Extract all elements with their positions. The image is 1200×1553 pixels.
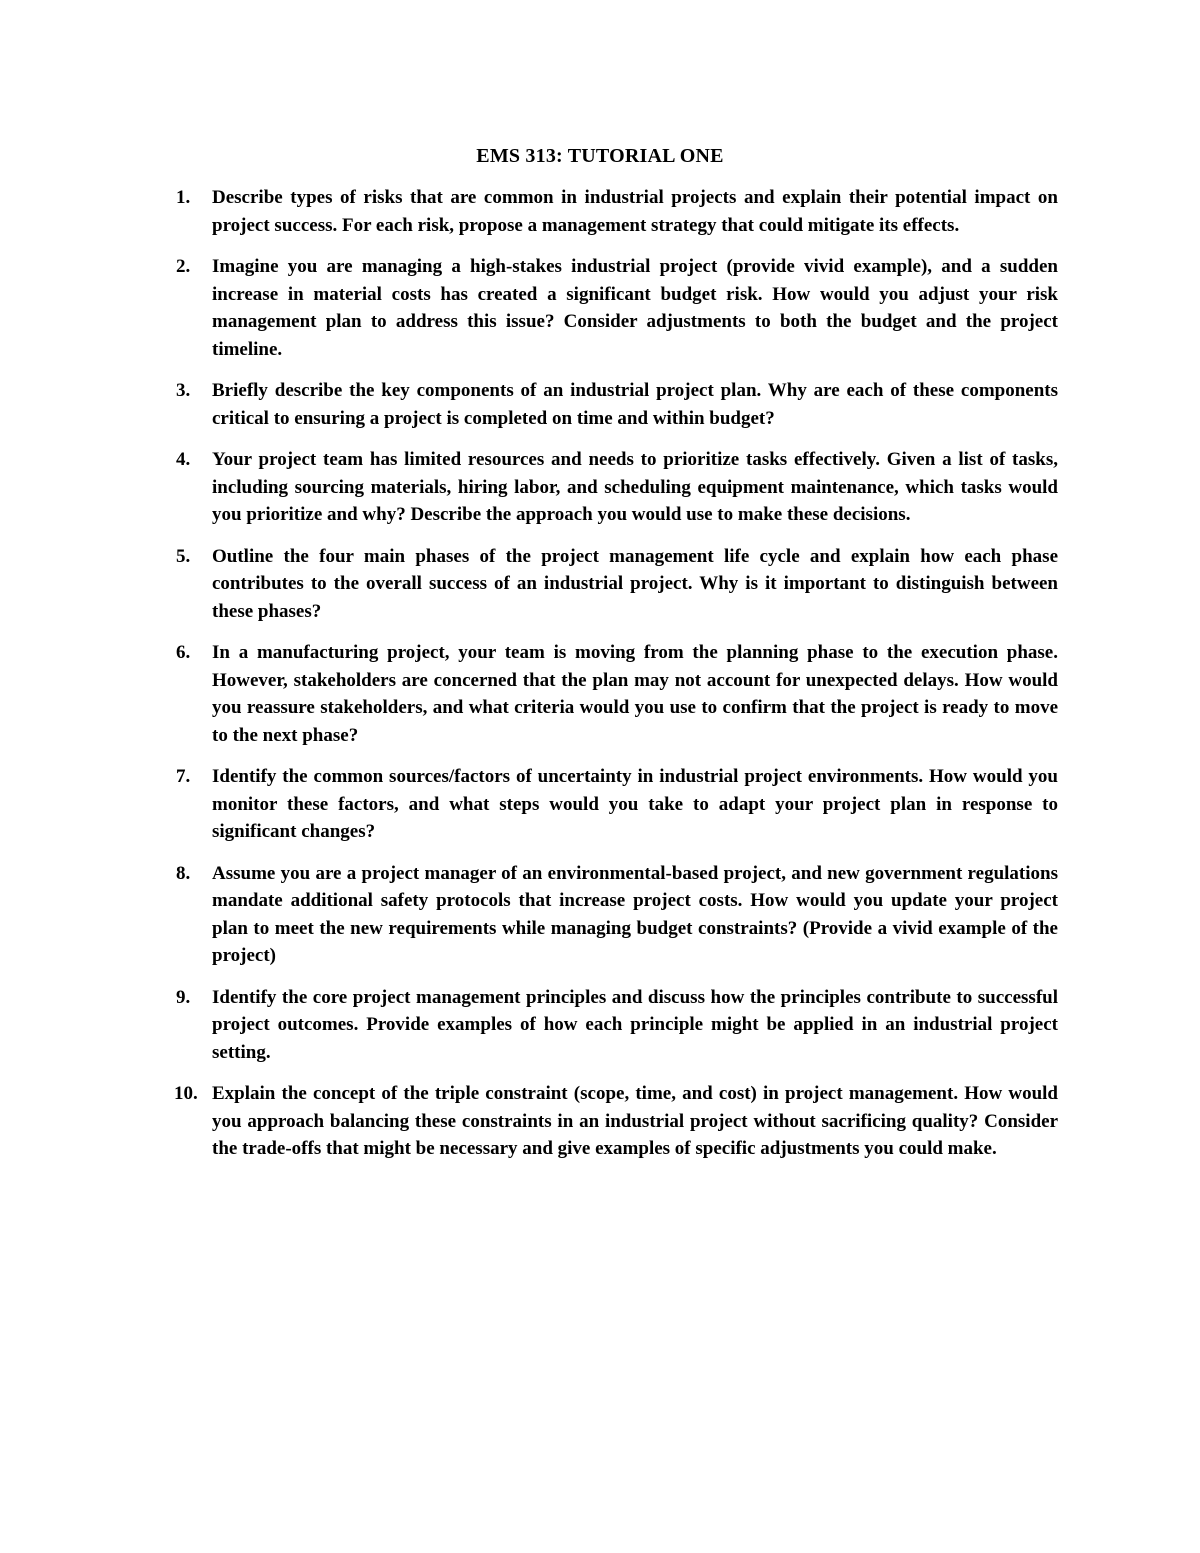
question-text: Describe types of risks that are common in industrial projects and explain their potential impact on project success. For each risk, propose a management strategy that could mitigate its effects. bbox=[212, 187, 1058, 236]
question-text: Imagine you are managing a high-stakes industrial project (provide vivid example), and a sudden increase in material costs has created a significant budget risk. How would you adjust your risk management plan to address this issue? Consider adjustments to both the budget and the project timeline. bbox=[212, 256, 1058, 360]
question-text: Briefly describe the key components of an industrial project plan. Why are each of these components critical to ensuring a project is completed on time and within budget? bbox=[212, 380, 1058, 429]
question-number: 7. bbox=[176, 766, 191, 787]
question-number: 4. bbox=[176, 449, 191, 470]
question-number: 3. bbox=[176, 380, 191, 401]
question-item-8 bbox=[176, 860, 1058, 970]
question-list bbox=[174, 184, 1058, 1177]
question-item-6 bbox=[176, 639, 1058, 749]
question-item-4 bbox=[176, 446, 1058, 529]
question-item-2 bbox=[176, 253, 1058, 363]
question-item-1 bbox=[176, 184, 1058, 239]
question-number: 1. bbox=[176, 187, 191, 208]
question-text: Explain the concept of the triple constraint (scope, time, and cost) in project management. How would you approach balancing these constraints in an industrial project without sacrificing quality? Consider the trade-offs that might be necessary and give examples of specific adjustments you could make. bbox=[212, 1083, 1058, 1159]
question-text: Identify the common sources/factors of uncertainty in industrial project environments. How would you monitor these factors, and what steps would you take to adapt your project plan in response to significant changes? bbox=[212, 766, 1058, 842]
question-text: In a manufacturing project, your team is moving from the planning phase to the execution phase. However, stakeholders are concerned that the plan may not account for unexpected delays. How would you reassure stakeholders, and what criteria would you use to confirm that the project is ready to move to the next phase? bbox=[212, 642, 1058, 746]
question-item-3 bbox=[176, 377, 1058, 432]
question-text: Your project team has limited resources and needs to prioritize tasks effectively. Given a list of tasks, including sourcing materials, hiring labor, and scheduling equipment maintenance, which tasks would you prioritize and why? Describe the approach you would use to make these decisions. bbox=[212, 449, 1058, 525]
question-number: 10. bbox=[174, 1083, 198, 1104]
question-item-10 bbox=[174, 1080, 1058, 1163]
question-number: 8. bbox=[176, 862, 191, 884]
question-text: Identify the core project management principles and discuss how the principles contribute to successful project outcomes. Provide examples of how each principle might be applied in an industrial project setting. bbox=[212, 986, 1058, 1063]
question-item-9 bbox=[176, 984, 1058, 1067]
question-number: 5. bbox=[176, 545, 191, 567]
question-number: 9. bbox=[176, 986, 191, 1008]
question-item-5 bbox=[176, 543, 1058, 626]
question-item-7 bbox=[176, 763, 1058, 846]
question-text: Assume you are a project manager of an environmental-based project, and new government regulations mandate additional safety protocols that increase project costs. How would you update your project plan to meet the new requirements while managing budget constraints? (Provide a vivid example of the project) bbox=[212, 862, 1058, 966]
question-number: 2. bbox=[176, 256, 191, 277]
question-text: Outline the four main phases of the project management life cycle and explain how each phase contributes to the overall success of an industrial project. Why is it important to distinguish between these phases? bbox=[212, 545, 1058, 622]
question-number: 6. bbox=[176, 642, 191, 663]
page-title: EMS 313: TUTORIAL ONE bbox=[476, 145, 724, 167]
